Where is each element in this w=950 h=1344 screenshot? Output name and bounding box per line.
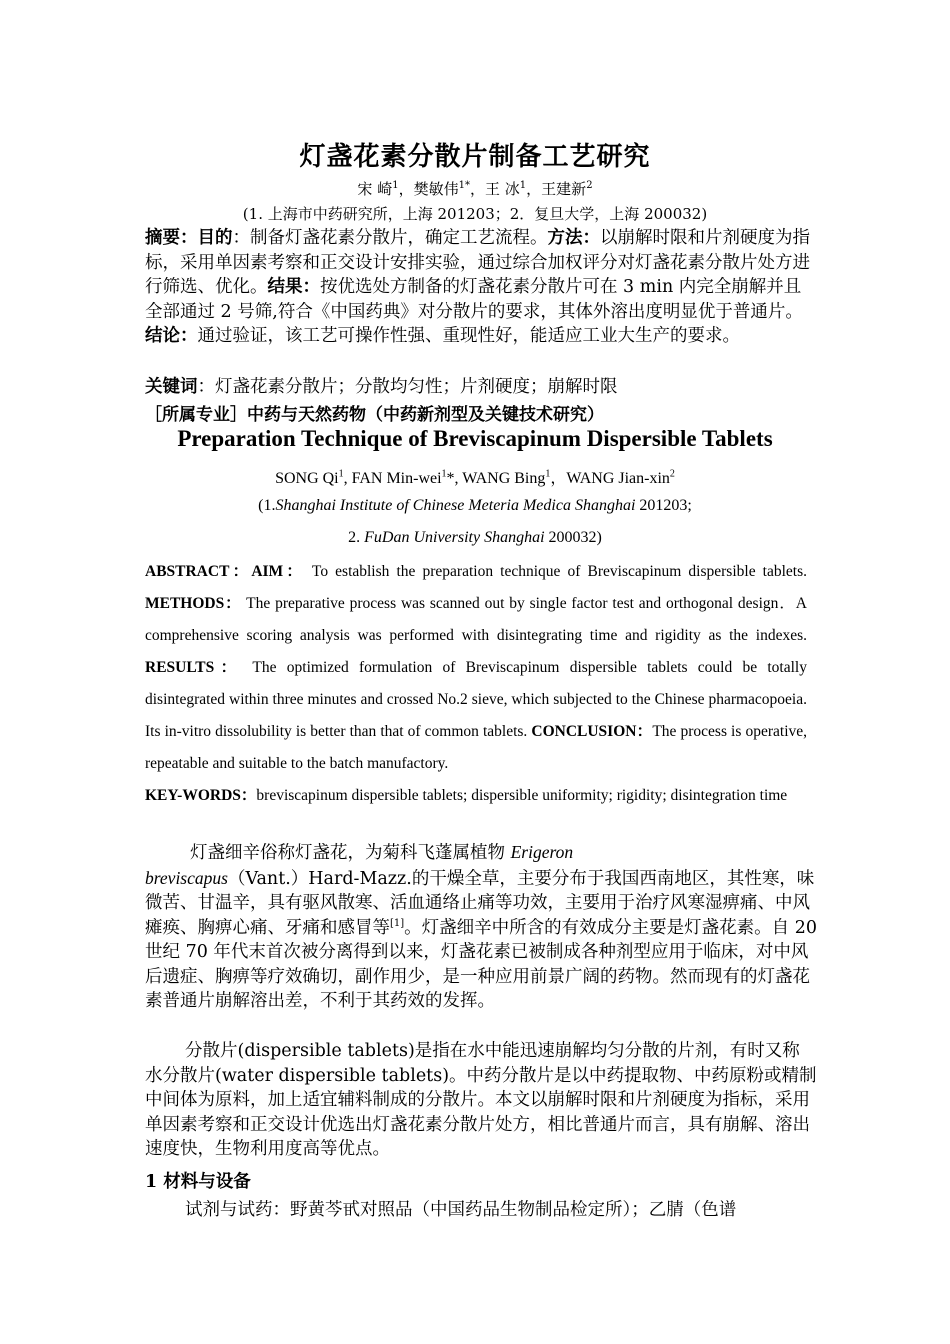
chinese-authors: 宋 崎$^1$，樊敏伟$^{1*}$，王 冰$^1$，王建新$^2$ [357, 180, 593, 198]
intro-paragraph-1: 灯盏细辛俗称灯盏花，为菊科飞蓬属植物 Erigeron breviscapus（Vant.）Hard-Mazz.的干燥全草，主要分布于我国西南地区，其性寒，味微苦、甘温辛，具有驱风散寒、活血通络止痛等功效，主要用于治疗风寒湿痹痛、中风瘫痪、胸痹心痛、牙痛和感冒等[1]。灯盏细辛中所含的有效成分主要是灯盏花素。自 20 世纪 70 年代末首次被分离得到以来，灯盏花素已被制成各种剂型应用于临床，对中风后遗症、胸痹等疗效确切，副作用少，是一种应用前景广阔的药物。然而现有的灯盏花素普通片崩解溶出差，不利于其药效的发挥。 [145, 842, 818, 1011]
chinese-abstract: 摘要：目的：制备灯盏花素分散片，确定工艺流程。方法：以崩解时限和片剂硬度为指标，采用单因素考察和正交设计安排实验，通过综合加权评分对灯盏花素分散片处方进行筛选、优化。结果：按优选处方制备的灯盏花素分散片可在 3 min 内完全崩解并且全部通过 2 号筛,符合《中国药典》对分散片的要求，其体外溶出度明显优于普通片。结论：通过验证，该工艺可操作性强、重现性好，能适应工业大生产的要求。 [145, 228, 810, 346]
chinese-keywords: 关键词：灯盏花素分散片；分散均匀性；片剂硬度；崩解时限 [145, 377, 618, 397]
english-abstract: ABSTRACT：AIM： To establish the preparation technique of Breviscapinum dispersible tablets. METHODS： The preparative process was scanned out by single factor test and orthogonal design．A comprehensive scoring analysis was performed with disintegrating time and rigidity as the indexes. RESULTS： The optimized formulation of Breviscapinum dispersible tablets could be totally disintegrated within three minutes and crossed No.2 sieve, which subjected to the Chinese pharmacopoeia. Its in-vitro dissolubility is better than that of common tablets. CONCLUSION：The process is operative, repeatable and suitable to the batch manufactory. KEY-WORDS：breviscapinum dispersible tablets; dispersible uniformity; rigidity; disintegration time [145, 563, 808, 804]
author-4: 王建新 [541, 180, 587, 198]
english-title: Preparation Technique of Breviscapinum Dispersible Tablets [177, 426, 773, 451]
section-heading-materials: 1 材料与设备 [145, 1172, 251, 1192]
author-3: 王 冰 [485, 180, 520, 198]
chinese-title: 灯盏花素分散片制备工艺研究 [299, 142, 651, 172]
chinese-affiliation: (1. 上海市中药研究所，上海 201203；2．复旦大学，上海 200032) [242, 205, 708, 223]
english-authors: SONG Qi$^1$, FAN Min-wei$^1$*, WANG Bing$^1$，WANG Jian-xin$^2$ [275, 468, 675, 487]
section-first-line: 试剂与试药：野黄芩甙对照品（中国药品生物制品检定所）；乙腈（色谱 [185, 1200, 737, 1220]
major-field: ［所属专业］中药与天然药物（中药新剂型及关键技术研究） [145, 405, 604, 425]
intro-paragraph-2: 分散片(dispersible tablets)是指在水中能迅速崩解均匀分散的片剂，有时又称水分散片(water dispersible tablets)。中药分散片是以中药提取物、中药原粉或精制中间体为原料，加上适宜辅料制成的分散片。本文以崩解时限和片剂硬度为指标，采用单因素考察和正交设计优选出灯盏花素分散片处方，相比普通片而言，具有崩解、溶出速度快，生物利用度高等优点。 [145, 1041, 817, 1159]
author-2: 樊敏伟 [413, 180, 459, 198]
english-affiliation-1: (1.Shanghai Institute of Chinese Meteria Medica Shanghai 201203; [258, 497, 692, 514]
author-1: 宋 崎 [357, 180, 393, 198]
english-affiliation-2: 2. FuDan University Shanghai 200032) [348, 529, 602, 546]
